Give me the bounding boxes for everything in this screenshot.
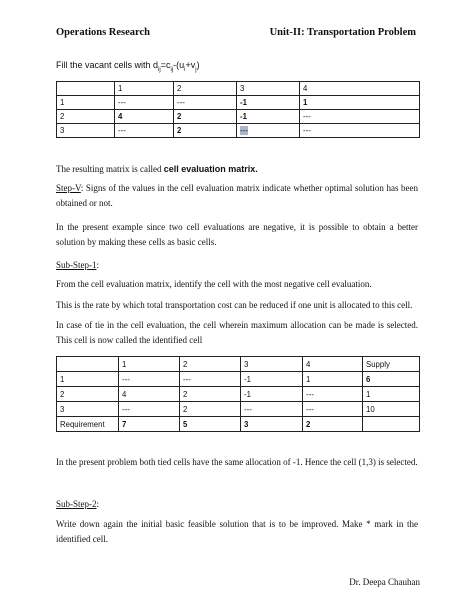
allocation-table — [56, 356, 420, 432]
table-row: 2 4 2 -1 --- — [57, 110, 420, 124]
header-unit-title: Unit-II: Transportation Problem — [269, 27, 416, 38]
table-header-row: 1 2 3 4 Supply — [57, 357, 420, 372]
table-row: 3 --- 2 --- --- — [57, 124, 420, 138]
step-v-paragraph: Step-V: Signs of the values in the cell evaluation matrix indicate whether optimal solution has been obtained or not. — [56, 183, 418, 208]
sub-step-1-heading: Sub-Step-1: — [56, 260, 100, 270]
sub-step-2-heading: Sub-Step-2: — [56, 499, 100, 509]
table-row: Requirement 7 5 3 2 — [57, 417, 420, 432]
resulting-matrix-sentence: The resulting matrix is called cell evaluation matrix. — [56, 164, 258, 174]
table-row: 1 --- --- -1 1 — [57, 96, 420, 110]
author-footer: Dr. Deepa Chauhan — [349, 577, 420, 587]
tie-rule-paragraph: In case of tie in the cell evaluation, the cell wherein maximum allocation can be made is selected. This cell is now called the identified cell — [56, 320, 418, 345]
identify-cell-sentence: From the cell evaluation matrix, identify the cell with the most negative cell evaluation. — [56, 279, 372, 289]
cell-evaluation-table — [56, 81, 420, 138]
fill-vacant-cells-instruction: Fill the vacant cells with $d_{ij}=c_{ij}-(u_i+v_j)$ — [56, 60, 200, 73]
table-row: 3 --- 2 --- --- 10 — [57, 402, 420, 417]
negative-evaluations-paragraph: In the present example since two cell evaluations are negative, it is possible to obtain a better solution by making these cells as basic cells. — [56, 222, 418, 247]
write-down-paragraph: Write down again the initial basic feasible solution that is to be improved. Make * mark in the identified cell. — [56, 519, 418, 544]
header-course-title: Operations Research — [56, 27, 151, 38]
highlighted-cell-value: --- — [240, 126, 248, 135]
rate-sentence: This is the rate by which total transportation cost can be reduced if one unit is allocated to this cell. — [56, 300, 413, 310]
table-header-row: 1 2 3 4 — [57, 82, 420, 96]
tied-cells-sentence: In the present problem both tied cells have the same allocation of -1. Hence the cell (1,3) is selected. — [56, 457, 418, 467]
table-row: 2 4 2 -1 --- 1 — [57, 387, 420, 402]
table-row: 1 --- --- -1 1 6 — [57, 372, 420, 387]
